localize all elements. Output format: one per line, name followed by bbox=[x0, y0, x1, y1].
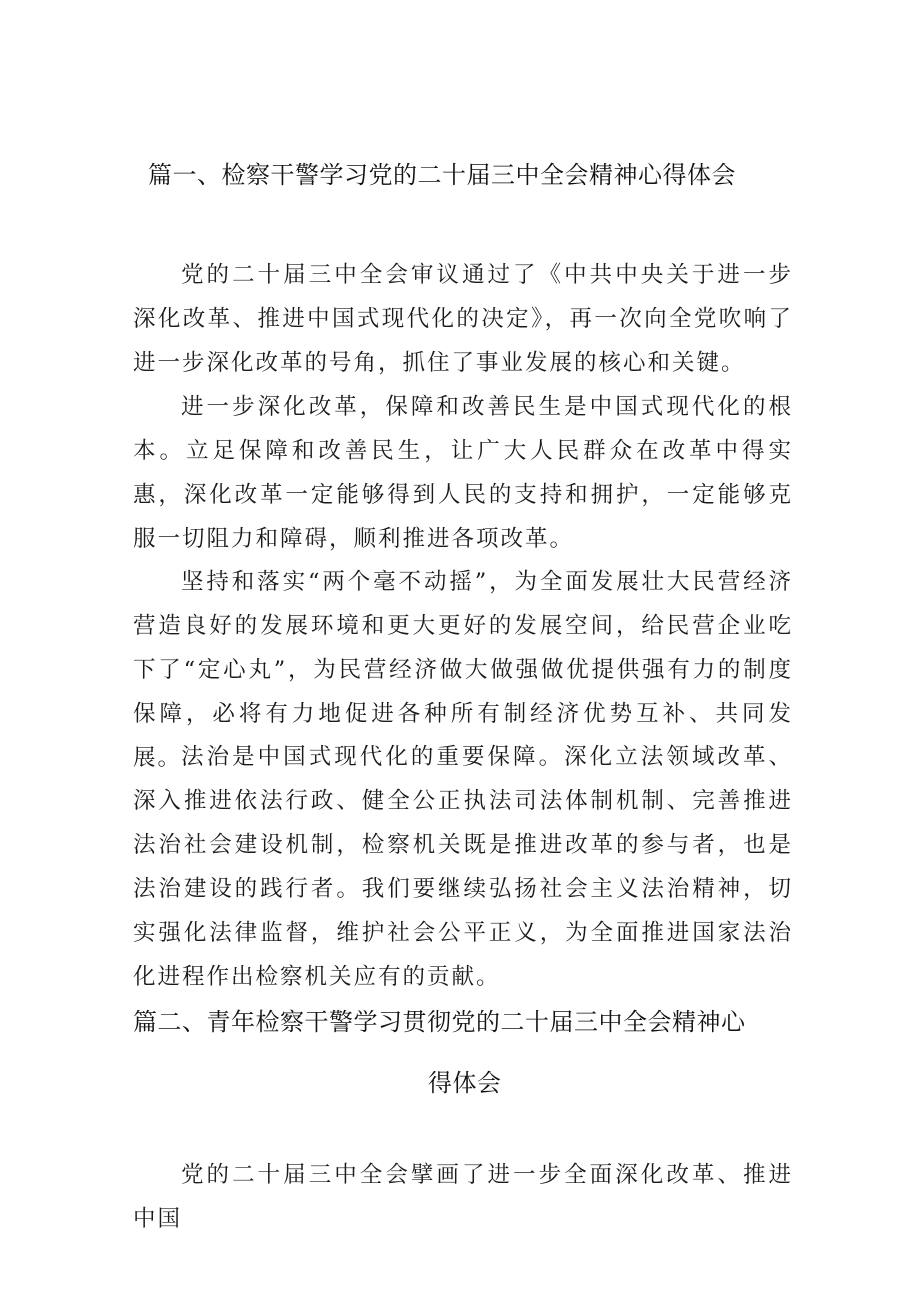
section-2-title-line-1: 篇二、青年检察干警学习贯彻党的二十届三中全会精神心 bbox=[133, 1008, 746, 1036]
section-1-paragraph-1: 党的二十届三中全会审议通过了《中共中央关于进一步深化改革、推进中国式现代化的决定》，再一次向全党吹响了进一步深化改革的号角，抓住了事业发展的核心和关键。 bbox=[133, 262, 793, 376]
section-1-paragraph-2: 进一步深化改革，保障和改善民生是中国式现代化的根本。立足保障和改善民生，让广大人民群众在改革中得实惠，深化改革一定能够得到人民的支持和拥护，一定能够克服一切阻力和障碍，顺利推进各项改革。 bbox=[133, 394, 793, 552]
section-1-paragraph-3: 坚持和落实“两个毫不动摇”，为全面发展壮大民营经济营造良好的发展环境和更大更好的发展空间，给民营企业吃下了“定心丸”，为民营经济做大做强做优提供强有力的制度保障，必将有力地促进各种所有制经济优势互补、共同发展。 bbox=[133, 569, 793, 771]
section-1-title: 篇一、检察干警学习党的二十届三中全会精神心得体会 bbox=[148, 161, 736, 189]
section-2-paragraph-1: 党的二十届三中全会擘画了进一步全面深化改革、推进中国 bbox=[133, 1162, 793, 1232]
section-2-title-line-2: 得体会 bbox=[428, 1069, 502, 1097]
section-1-paragraph-4: 法治是中国式现代化的重要保障。深化立法领域改革、深入推进依法行政、健全公正执法司法体制机制、完善推进法治社会建设机制，检察机关既是推进改革的参与者，也是法治建设的践行者。我们要继续弘扬社会主义法治精神，切实强化法律监督，维护社会公平正义，为全面推进国家法治化进程作出检察机关应有的贡献。 bbox=[133, 744, 793, 990]
